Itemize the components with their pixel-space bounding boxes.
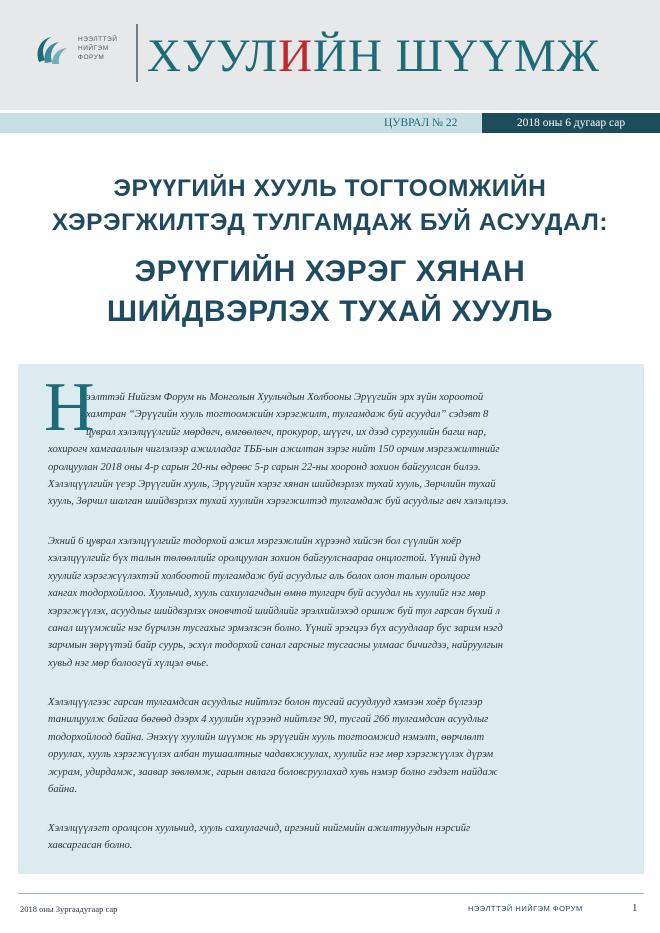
text-line: хууль, Зөрчил шалган шийдвэрлэх тухай хуулийн хэрэгжилтэд тулгамдаж буй асуудлыг авч хэлэлцлээ. <box>48 496 509 508</box>
main-title-line: ЭРҮҮГИЙН ХУУЛЬ ТОГТООМЖИЙН <box>113 175 547 202</box>
text-line: хамтран “Эрүүгийн хууль тогтоомжийн хэрэгжилт, тулгамдаж буй асуудал” сэдэвт 8 <box>86 409 489 421</box>
sub-title-line: ЭРҮҮГИЙН ХЭРЭГ ХЯНАН <box>134 255 526 288</box>
sub-title <box>0 252 660 332</box>
text-line: хохирогч хамгааллын чиглэлээр ажилладаг ТББ-ын ажилтан зэрэг нийт 150 орчим мэргэжилтнийг <box>48 444 500 456</box>
text-line: тодорхойлоод байна. Энэхүү хуулийн шүүмж нь эрүүгийн хууль тогтоомжид нэмэлт, өөрчлөлт <box>48 731 485 743</box>
main-title <box>0 172 660 240</box>
masthead-part: ХУУЛ <box>147 30 279 82</box>
issue-date: 2018 оны 6 дугаар сар <box>482 113 660 133</box>
issue-number: ЦУВРАЛ № 22 <box>384 117 458 129</box>
drop-cap: Н <box>44 369 95 446</box>
text-line: хангах тодорхойллоо. Хуульчид, хууль сахиулагчдын өмнө тулгарч буй асуудал нь хуулийг нэг мөр <box>48 588 486 600</box>
paragraph-3 <box>48 694 614 798</box>
header-band <box>0 0 660 110</box>
text-line: байна. <box>48 784 78 796</box>
text-line: Хэлэлцүүлгийн үеэр Эрүүгийн хууль, Эрүүгийн хэрэг хянан шийдвэрлэх тухай хууль, Зөрчлийн тухай <box>48 479 496 491</box>
text-line: хэлэлцүүлгийг бүх талын төлөөллийг оролцуулан зохион байгуулснаараа онцлогтой. Үүний дүнд <box>48 553 481 565</box>
masthead-part: ЙН ШҮҮМЖ <box>313 30 600 82</box>
text-line: зарчмын зөрүүтэй байр суурь, эсхүл тодорхой санал гарсныг тусгасны улмаас бичигдээ, найруулгын <box>48 640 504 652</box>
masthead-accent-letter: И <box>278 30 314 82</box>
text-line: танилцуулж байгаа бөгөөд дээрх 4 хуулийн хүрээнд нийтлэг 90, тусгай 266 тулгамдсан асуудлыг <box>48 714 489 726</box>
main-title-line: ХЭРЭГЖИЛТЭД ТУЛГАМДАЖ БУЙ АСУУДАЛ: <box>51 209 609 236</box>
paragraph-4 <box>48 820 614 855</box>
logo-line: ФОРУМ <box>78 54 105 61</box>
text-line: Хэлэлцүүлгээс гарсан тулгамдсан асуудлыг нийтлэг болон тусгай асуудлууд хэмээн хоёр бүлгээр <box>48 697 483 708</box>
masthead-title <box>147 26 647 86</box>
footer-divider <box>18 893 644 894</box>
footer-publisher: НЭЭЛТТЭЙ НИЙГЭМ ФОРУМ <box>468 904 583 913</box>
paragraph-1 <box>48 389 614 511</box>
logo-line: НИЙГЭМ <box>78 45 109 52</box>
forum-logo-icon <box>33 32 73 68</box>
text-line: Хэлэлцүүлэгт оролцсон хуульчид, хууль сахиулагчид, иргэний нийгмийн ажилтнуудын нэрсийг <box>48 823 471 834</box>
text-line: журам, удирдамж, заавар зөвлөмж, гарын авлага боловсруулахад хувь нэмэр болно гэдэгт найдаж <box>48 766 498 778</box>
text-line: оролцуулан 2018 оны 4-р сарын 20-ны өдрөөс 5-р сарын 22-ны хооронд зохион байгуулсан билээ. <box>48 461 481 473</box>
text-line: хуулийг хэрэгжүүлэхтэй холбоотой тулгамдаж буй асуудлыг аль болох олон талын оролцоог <box>48 570 471 582</box>
header-divider <box>136 24 138 82</box>
paragraph-2 <box>48 533 614 672</box>
logo-text <box>78 35 138 62</box>
sub-title-line: ШИЙДВЭРЛЭХ ТУХАЙ ХУУЛЬ <box>106 295 554 328</box>
text-line: цуврал хэлэлцүүлгийг мөрдөгч, өмгөөлөгч, прокурор, шүүгч, их дээд сургуулийн багш нар, <box>86 426 486 438</box>
text-line: ээлттэй Нийгэм Форум нь Монголын Хуульчдын Холбооны Эрүүгийн эрх зүйн хороотой <box>86 392 484 403</box>
text-line: хэрэгжүүлэх, асуудлыг шийдвэрлэх оновчтой шийдлийг эрэлхийлэхэд оршиж буй тул гарсан бүхий л <box>48 605 501 617</box>
page-number: 1 <box>632 902 638 914</box>
text-line: хавсаргасан болно. <box>48 840 133 852</box>
text-line: хувьд нэг мөр болоогүй хүлцэл өчье. <box>48 657 209 669</box>
text-line: санал шүүмжийг нэг бүрчлэн тусгахыг эрмэлзсэн болно. Үүний эрэгцээ бүх асуудлаар бус зарим нэгд <box>48 623 503 635</box>
text-line: Эхний 6 цуврал хэлэлцүүлгийг тодорхой ажил мэргэжлийн хүрээнд хийсэн бол сүүлийн хоёр <box>48 536 462 547</box>
logo-line: НЭЭЛТТЭЙ <box>78 36 118 43</box>
text-line: оруулах, хууль хэрэгжүүлэх албан тушаалтныг чадавхжуулах, хуулийг нэг мөр хэрэгжүүлэх дүрэм <box>48 749 494 761</box>
footer-date: 2018 оны 3ургаадугаар сар <box>20 904 118 914</box>
